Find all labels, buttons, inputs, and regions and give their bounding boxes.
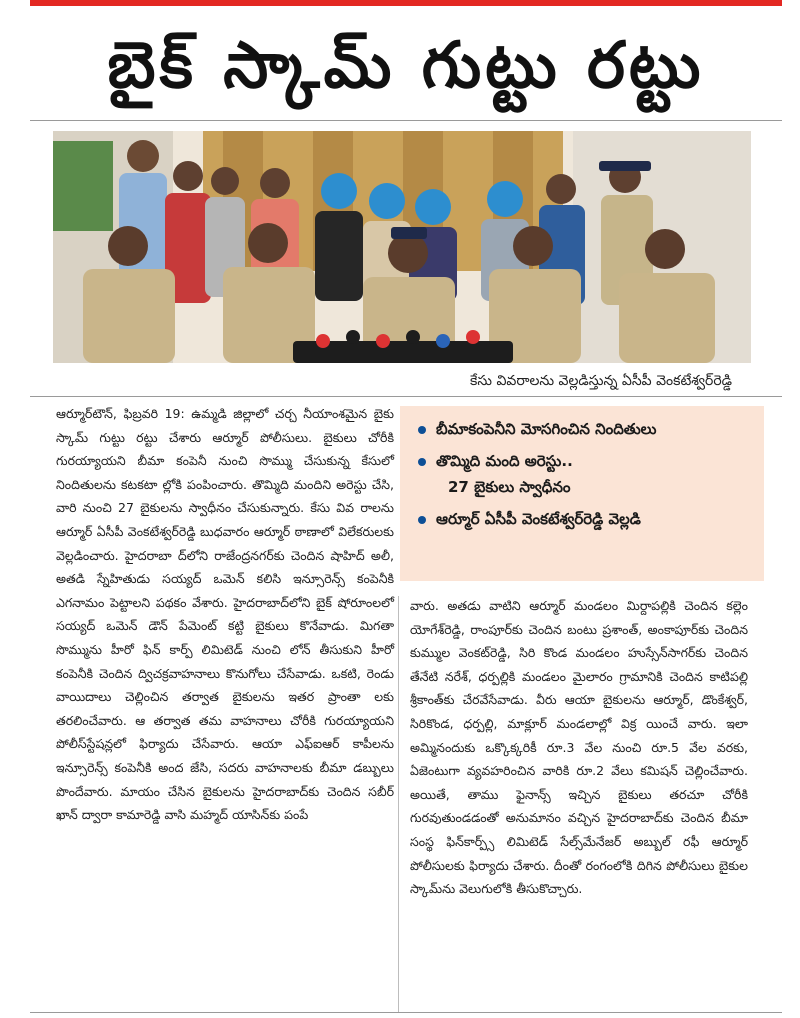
photo-caption: కేసు వివరాలను వెల్లడిస్తున్న ఏసీపీ వెంకటేశ్వర్‌రెడ్డి xyxy=(470,373,732,389)
article-column-1 xyxy=(56,402,394,827)
divider xyxy=(30,1012,782,1013)
bullet-icon xyxy=(418,516,426,524)
highlight-item xyxy=(412,448,752,500)
divider xyxy=(30,120,782,121)
highlights-box xyxy=(400,406,764,581)
column-divider xyxy=(398,596,399,1012)
highlight-text: బీమాకంపెనీని మోసగించిన నిందితులు xyxy=(436,420,657,438)
highlight-text: ఆర్మూర్ ఏసీపీ వెంకటేశ్వర్‌రెడ్డి వెల్లడి xyxy=(436,510,641,528)
bullet-icon xyxy=(418,458,426,466)
highlight-item xyxy=(412,506,752,532)
divider xyxy=(30,396,782,397)
masthead-red-bar xyxy=(30,0,782,6)
article-column-2 xyxy=(410,594,748,901)
highlight-text: తొమ్మిది మంది అరెస్టు.. xyxy=(436,452,573,470)
highlight-item xyxy=(412,416,752,442)
press-meet-illustration xyxy=(53,131,751,363)
press-meet-photo xyxy=(53,131,751,363)
highlight-text-line2: 27 బైకులు స్వాధీనం xyxy=(448,478,571,496)
bullet-icon xyxy=(418,426,426,434)
article-text: వారు. అతడు వాటిని ఆర్మూర్ మండలం మిర్దాపల్లికి చెందిన కల్లెం యోగేశ్‌రెడ్డి, రాంపూర్‌కు చెందిన బంటు ప్రశాంత్, అంకాపూర్‌కు చెందిన కుమ్ముల వెంకట్‌రెడ్డి, సిరి కొండ మండలం హుస్సేన్‌సాగర్‌కు చెందిన తేనేటి నరేశ్, ధర్పల్లికి మండలం మైలారం గ్రామానికి చెందిన కాటిపల్లి శ్రీకాంత్‌కు చేరవేసేవాడు. వీరు ఆయా బైకులను ఆర్మూర్, డొంకేశ్వర్, సిరికొండ, ధర్పల్లి, మాక్లూర్ మండలాల్లో విక్ర యించే వారు. ఇలా అమ్మినందుకు ఒక్కొక్కరికీ రూ.3 వేల నుంచి రూ.5 వేల వరకు, ఏజెంటుగా వ్యవహరించిన వారికి రూ.2 వేలు కమిషన్ చెల్లించేవారు. అయితే, తాము ఫైనాన్స్ ఇచ్చిన బైకులు తరచూ చోరీకి గురవుతుండడంతో అనుమానం వచ్చిన హైదరాబాద్‌కు చెందిన బీమా సంస్థ ఫిన్‌కార్ప్స్ లిమిటెడ్ సేల్స్‌మేనేజర్ అబ్బుల్ రఫీ ఆర్మూర్ పోలీసులకు ఫిర్యాదు చేశారు. దీంతో రంగంలోకి దిగిన పోలీసులు బైకుల స్కామ్‌ను వెలుగులోకి తీసుకొచ్చారు. xyxy=(410,598,748,897)
article-text: ఆర్మూర్‌టౌన్, ఫిబ్రవరి 19: ఉమ్మడి జిల్లాలో చర్చ నీయాంశమైన బైకు స్కామ్ గుట్టు రట్టు చేశారు ఆర్మూర్ పోలీసులు. బైకులు చోరీకి గురయ్యాయని బీమా కంపెనీ నుంచి సొమ్ము చేసుకున్న కేసులో నిందితులను కటకటా ల్లోకి పంపించారు. తొమ్మిది మందిని అరెస్టు చేసి, వారి నుంచి 27 బైకులను స్వాధీనం చేసుకున్నారు. కేసు వివ రాలను ఆర్మూర్ ఏసీపీ వెంకటేశ్వర్‌రెడ్డి బుధవారం ఆర్మూర్ ఠాణాలో విలేకరులకు వెల్లడించారు. హైదరాబా ద్‌లోని రాజేంద్రనగర్‌కు చెందిన షాహిద్ అలీ, అతడి స్నేహితుడు సయ్యద్ ఒమెన్ కలిసి ఇన్సూరెన్స్ కంపెనీకి ఎగనామం పెట్టాలని పథకం వేశారు. హైదరాబాద్‌లోని బైక్ షోరూంలలో సయ్యద్ ఒమెన్ డౌన్ పేమెంట్ కట్టి బైకులు కొనేవాడు. మిగతా సొమ్మును హీరో ఫిన్ కార్ప్ లిమిటెడ్ నుంచి లోన్ తీసుకుని హీరో కంపెనీకి చెందిన ద్విచక్రవాహనాలు కొనుగోలు చేసేవాడు. ఒకటి, రెండు వాయిదాలు చెల్లించిన తర్వాత బైకులను ఇతర ప్రాంతా లకు తరలించేవారు. ఆ తర్వాత తమ వాహనాలు చోరీకి గురయ్యాయని పోలీస్‌స్టేషన్లలో ఫిర్యాదు చేసేవారు. ఆయా ఎఫ్ఐఆర్ కాపీలను ఇన్సూరెన్స్ కంపెనీకి అంద జేసి, సదరు వాహనాలకు బీమా డబ్బులు పొందేవారు. మాయం చేసిన బైకులను హైదరాబాద్‌కు చెందిన సబీర్ ఖాన్ ద్వారా కామారెడ్డి వాసి మహ్మద్ యాసిన్‌కు పంపే xyxy=(56,406,394,823)
headline: బైక్ స్కామ్ గుట్టు రట్టు xyxy=(107,29,705,103)
